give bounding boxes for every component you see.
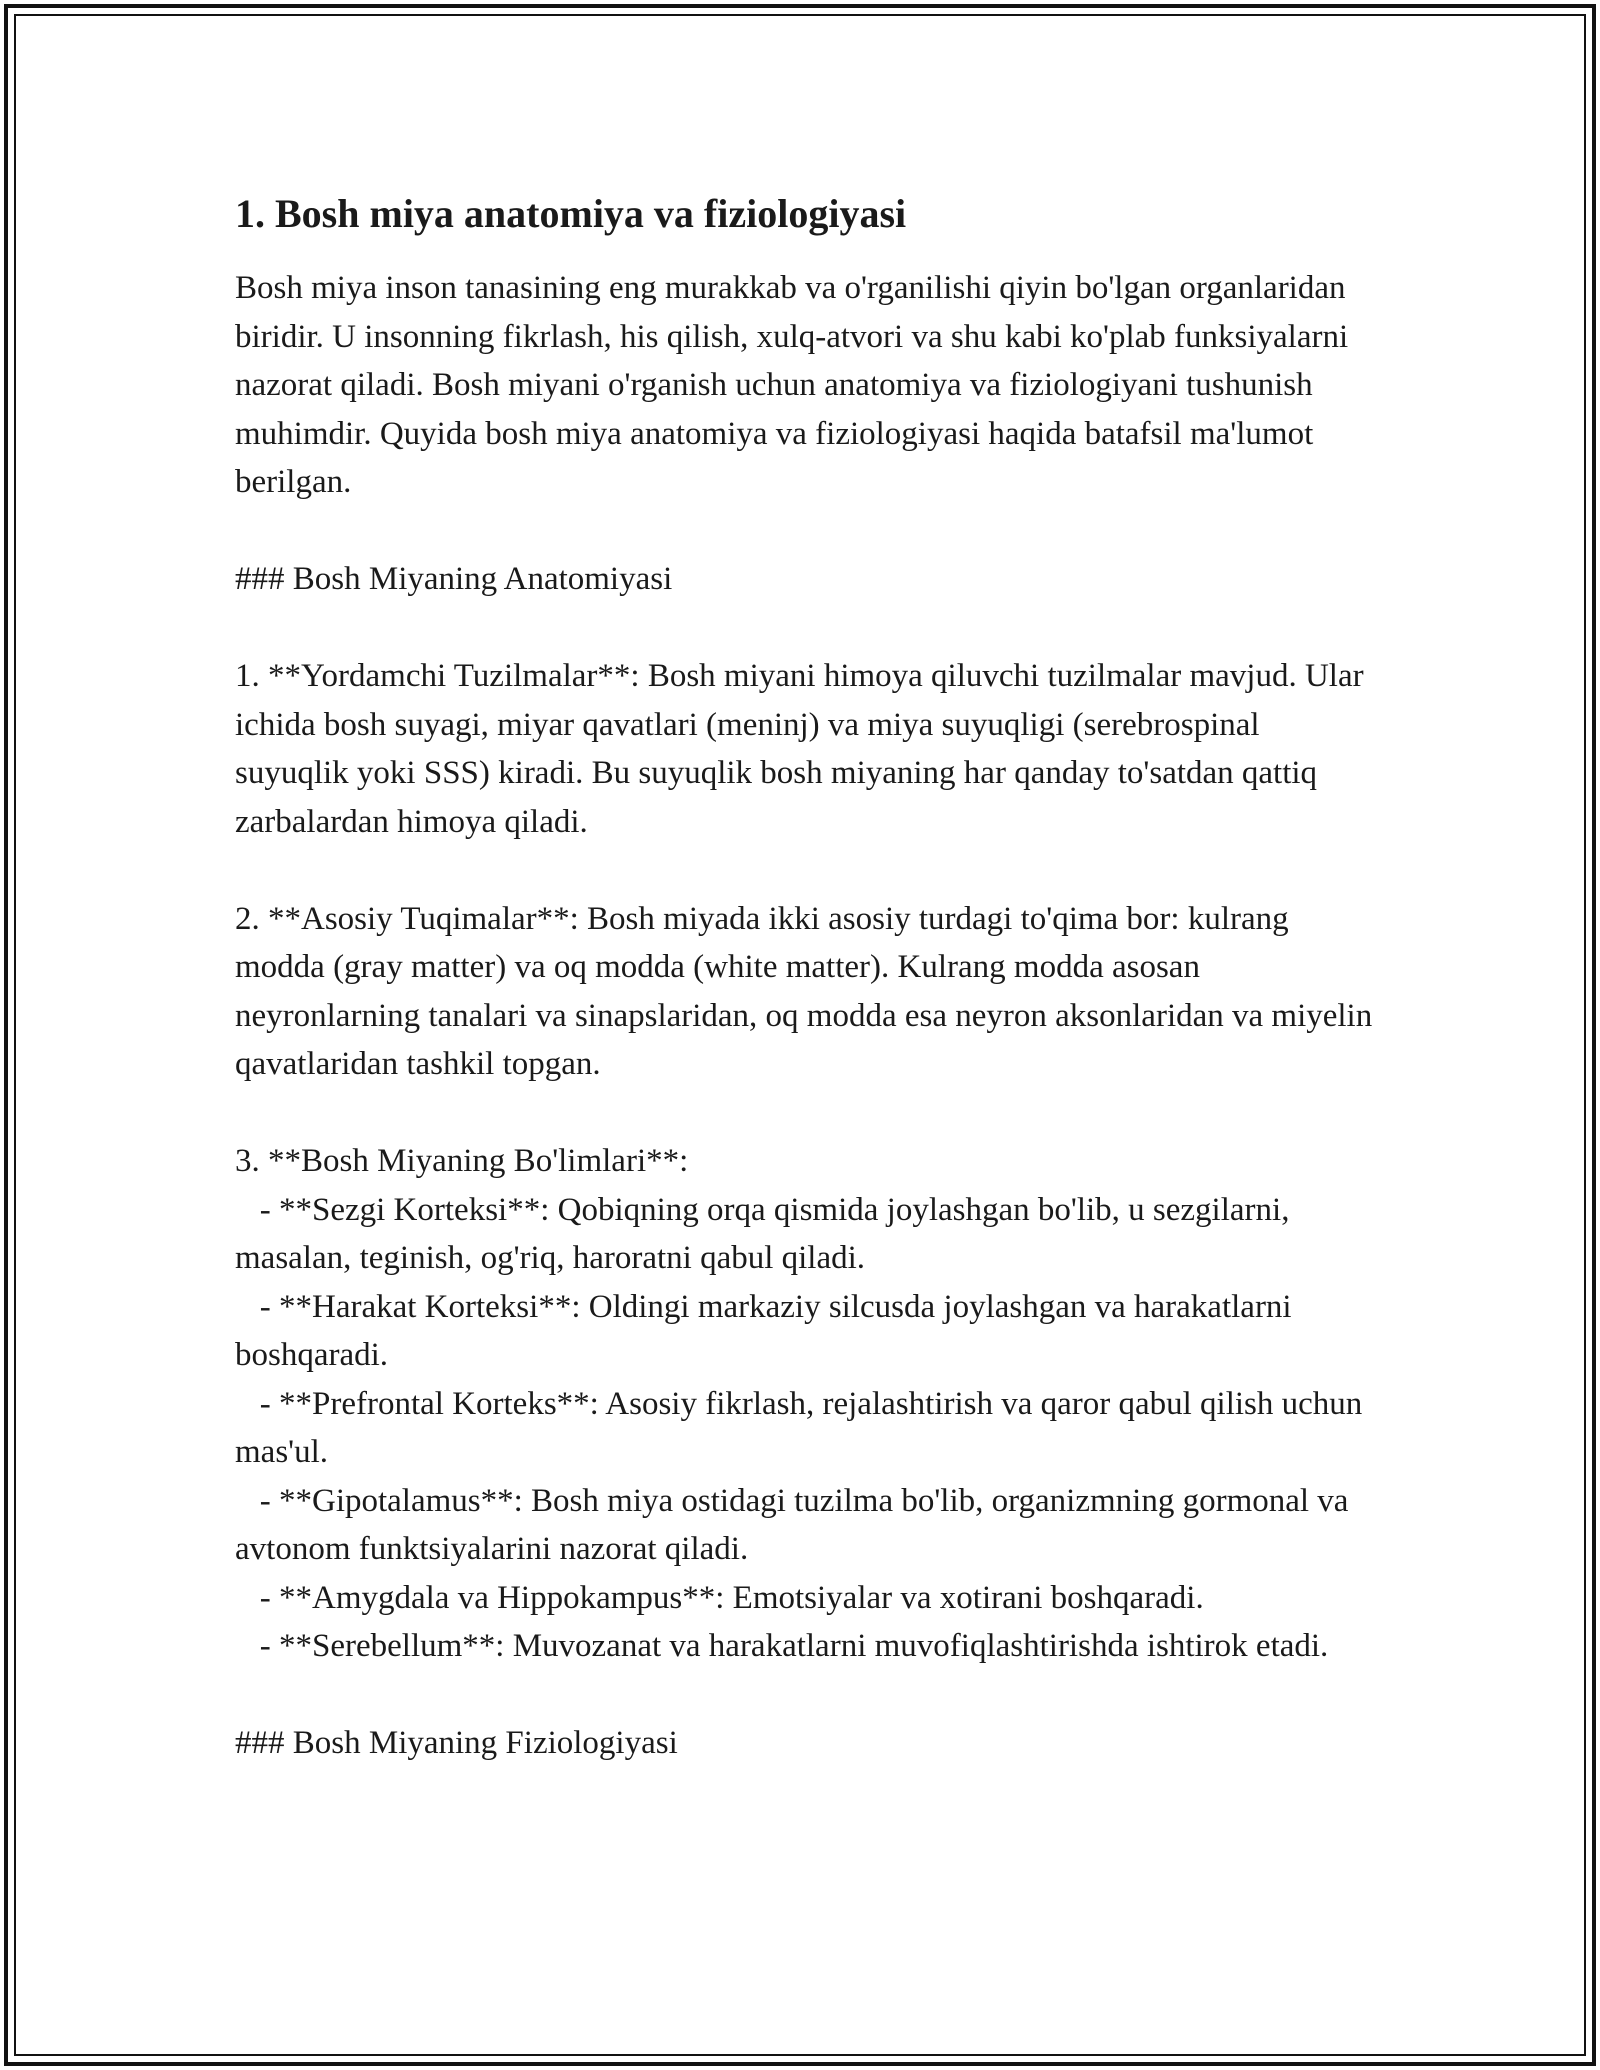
document-title: 1. Bosh miya anatomiya va fiziologiyasi <box>235 191 907 236</box>
spacer <box>235 1671 1375 1720</box>
sub-item-sensory-cortex: - **Sezgi Korteksi**: Qobiqning orqa qismida joylashgan bo'lib, u sezgilarni, masalan, teginish, og'riq, haroratni qabul qiladi. <box>235 1191 1298 1276</box>
sub-item-prefrontal-cortex: - **Prefrontal Korteks**: Asosiy fikrlash, rejalashtirish va qaror qabul qilish uchun mas'ul. <box>235 1385 1371 1470</box>
list-item-3-heading: 3. **Bosh Miyaning Bo'limlari**: <box>235 1143 689 1179</box>
sub-item-amygdala-hippocampus: - **Amygdala va Hippokampus**: Emotsiyalar va xotirani boshqaradi. <box>235 1579 1204 1616</box>
spacer <box>235 507 1375 556</box>
section-heading-physiology: ### Bosh Miyaning Fiziologiyasi <box>235 1725 678 1761</box>
sub-item-motor-cortex: - **Harakat Korteksi**: Oldingi markaziy silcusda joylashgan va harakatlarni boshqaradi. <box>235 1288 1300 1373</box>
spacer <box>235 604 1375 653</box>
document-body <box>235 188 1381 1768</box>
list-item-2: 2. **Asosiy Tuqimalar**: Bosh miyada ikki asosiy turdagi to'qima bor: kulrang modda (gray matter) va oq modda (white matter). Kulrang modda asosan neyronlarning tanalari va sinapslaridan, oq modda esa neyron aksonlaridan va miyelin qavatlaridan tashkil topgan. <box>235 900 1381 1082</box>
sub-item-cerebellum: - **Serebellum**: Muvozanat va harakatlarni muvofiqlashtirishda ishtirok etadi. <box>235 1628 1329 1664</box>
sub-item-hypothalamus: - **Gipotalamus**: Bosh miya ostidagi tuzilma bo'lib, organizmning gormonal va avtonom funktsiyalarini nazorat qiladi. <box>235 1482 1357 1567</box>
intro-paragraph: Bosh miya inson tanasining eng murakkab va o'rganilishi qiyin bo'lgan organlaridan biridir. U insonning fikrlash, his qilish, xulq-atvori va shu kabi ko'plab funksiyalarni nazorat qiladi. Bosh miyani o'rganish uchun anatomiya va fiziologiyani tushunish muhimdir. Quyida bosh miya anatomiya va fiziologiyasi haqida batafsil ma'lumot berilgan. <box>235 270 1357 500</box>
spacer <box>235 846 1375 895</box>
list-item-1: 1. **Yordamchi Tuzilmalar**: Bosh miyani himoya qiluvchi tuzilmalar mavjud. Ular ichida bosh suyagi, miyar qavatlari (meninj) va miya suyuqligi (serebrospinal suyuqlik yoki SSS) kiradi. Bu suyuqlik bosh miyaning har qanday to'satdan qattiq zarbalardan himoya qiladi. <box>235 658 1372 840</box>
section-heading-anatomy: ### Bosh Miyaning Anatomiyasi <box>235 561 673 597</box>
spacer <box>235 1089 1375 1138</box>
